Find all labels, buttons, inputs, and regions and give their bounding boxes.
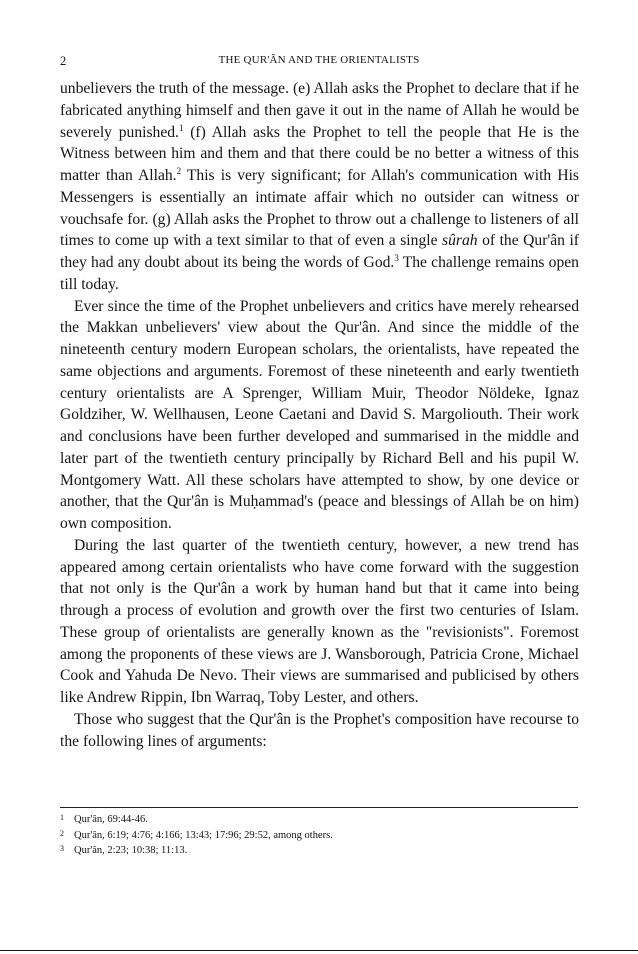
running-title: THE QUR'ÂN AND THE ORIENTALISTS — [218, 54, 420, 66]
paragraph-2: Ever since the time of the Prophet unbelievers and critics have merely rehearsed the Makkan unbelievers' view about the Qur'ân. And since the middle of the nineteenth century modern European scholars, the orientalists, have repeated the same objections and arguments. Foremost of these nineteenth and early twentieth century orientalists are A Sprenger, William Muir, Theodor Nöldeke, Ignaz Goldziher, W. Wellhausen, Leone Caetani and David S. Margoliouth. Their work and conclusions have been further developed and summarised in the middle and later part of the twentieth century principally by Richard Bell and his pupil W. Montgomery Watt. All these scholars have attempted to show, by one device or another, that the Qur'ân is Muḥammad's (peace and blessings of Allah be on him) own composition. — [60, 297, 579, 532]
paragraph-1-text-b: (f) Allah asks the Prophet to tell the people that He is the Witness between him and them and that there could be no better a witness of this matter than Allah. — [60, 123, 579, 184]
paragraph-4: Those who suggest that the Qur'ân is the Prophet's composition have recourse to the following lines of arguments: — [60, 710, 579, 750]
footnote-ref-3: 3 — [394, 252, 399, 263]
page-number: 2 — [60, 54, 67, 68]
body-text — [60, 78, 579, 752]
footnote-ref-2: 2 — [176, 165, 182, 176]
paragraph-3: During the last quarter of the twentieth century, however, a new trend has appeared among certain orientalists who have come forward with the suggestion that not only is the Qur'ân a work by human hand but that it came into being through a process of evolution and growth over the first two centuries of Islam. These group of orientalists are generally known as the "revisionists". Foremost among the proponents of these views are J. Wansborough, Patricia Crone, Michael Cook and Yahuda De Nevo. Their views are summarised and publicised by others like Andrew Rippin, Ibn Warraq, Toby Lester, and others. — [60, 536, 579, 706]
footnote-text: Qur'ân, 6:19; 4:76; 4:166; 13:43; 17:96; 29:52, among others. — [74, 829, 333, 841]
footnote-mark: 2 — [60, 828, 64, 838]
footnote-3 — [60, 843, 578, 859]
paragraph-1 — [60, 78, 579, 296]
footnote-divider — [60, 807, 578, 808]
footnote-mark: 3 — [60, 844, 64, 853]
paragraph-1-text-a: unbelievers the truth of the message. (e) Allah asks the Prophet to declare that if he fabricated anything himself and then gave it out in the name of Allah he would be severely punished. — [60, 80, 579, 141]
paragraph-1-text-d: of the Qur'ân if they had any doubt about its being the words of God. — [60, 232, 579, 271]
footnote-2 — [60, 828, 578, 844]
footnote-1 — [60, 812, 578, 828]
paragraph-1-text-e: The challenge remains open till today. — [60, 254, 579, 293]
footnote-mark: 1 — [60, 813, 64, 822]
page-bottom-border — [0, 950, 638, 951]
paragraph-1-text-c: This is very significant; for Allah's communication with His Messengers is essentially an intimate affair which no outsider can witness or vouchsafe for. (g) Allah asks the Prophet to throw out a challenge to listeners of all times to come up with a text similar to that of even a single — [60, 167, 579, 250]
italic-term-surah: sûrah — [442, 232, 478, 250]
footnotes — [60, 812, 578, 859]
footnote-ref-1: 1 — [178, 122, 184, 133]
footnote-text: Qur'ân, 2:23; 10:38; 11:13. — [74, 845, 188, 856]
footnote-text: Qur'ân, 69:44-46. — [74, 814, 148, 825]
